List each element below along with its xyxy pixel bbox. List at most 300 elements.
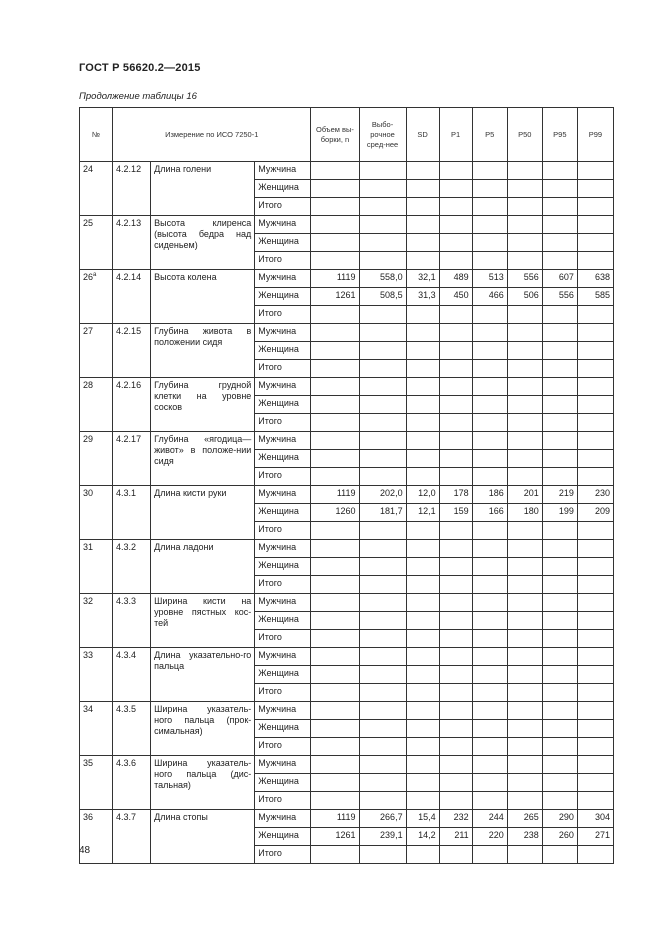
value-cell: 201: [507, 486, 542, 504]
value-cell: [507, 396, 542, 414]
sex-label-female: Женщина: [255, 180, 311, 198]
value-cell: [472, 630, 507, 648]
value-cell: 1261: [311, 288, 359, 306]
value-cell: [472, 324, 507, 342]
value-cell: [542, 414, 577, 432]
value-cell: [359, 360, 406, 378]
value-cell: [472, 738, 507, 756]
sex-label-female: Женщина: [255, 288, 311, 306]
row-number-text: 27: [83, 326, 94, 336]
value-cell: [542, 846, 577, 864]
value-cell: [577, 180, 613, 198]
value-cell: [359, 162, 406, 180]
value-cell: [359, 396, 406, 414]
value-cell: [439, 396, 472, 414]
value-cell: [542, 522, 577, 540]
table-row: [80, 270, 614, 288]
value-cell: [311, 630, 359, 648]
value-cell: [406, 360, 439, 378]
row-number-text: 28: [83, 380, 94, 390]
value-cell: [577, 360, 613, 378]
value-cell: [472, 684, 507, 702]
value-cell: [472, 342, 507, 360]
value-cell: 304: [577, 810, 613, 828]
table-row: [80, 162, 614, 180]
iso-code: 4.2.17: [113, 432, 151, 486]
value-cell: [359, 198, 406, 216]
value-cell: 513: [472, 270, 507, 288]
value-cell: 15,4: [406, 810, 439, 828]
value-cell: [577, 792, 613, 810]
row-number-text: 34: [83, 704, 94, 714]
value-cell: [439, 702, 472, 720]
value-cell: [507, 306, 542, 324]
table-body: [80, 162, 614, 864]
value-cell: [406, 468, 439, 486]
sex-label-male: Мужчина: [255, 378, 311, 396]
sex-label-total: Итого: [255, 522, 311, 540]
sex-label-male: Мужчина: [255, 216, 311, 234]
sex-label-total: Итого: [255, 630, 311, 648]
table-row: [80, 486, 614, 504]
value-cell: 271: [577, 828, 613, 846]
value-cell: [472, 396, 507, 414]
measurement-name: Ширина указатель-ного пальца (дис-тальная): [151, 756, 255, 810]
table-row: [80, 810, 614, 828]
sex-label-male: Мужчина: [255, 324, 311, 342]
value-cell: [311, 576, 359, 594]
sex-label-total: Итого: [255, 738, 311, 756]
col-header-measure: Измерение по ИСО 7250-1: [113, 108, 311, 162]
value-cell: [311, 846, 359, 864]
sex-label-total: Итого: [255, 198, 311, 216]
iso-code: 4.2.12: [113, 162, 151, 216]
value-cell: [311, 594, 359, 612]
value-cell: [472, 594, 507, 612]
value-cell: [311, 180, 359, 198]
value-cell: 202,0: [359, 486, 406, 504]
value-cell: [577, 414, 613, 432]
value-cell: [359, 252, 406, 270]
value-cell: [311, 360, 359, 378]
value-cell: [439, 720, 472, 738]
value-cell: [311, 612, 359, 630]
value-cell: [507, 702, 542, 720]
value-cell: [359, 306, 406, 324]
value-cell: [439, 450, 472, 468]
sex-label-total: Итого: [255, 684, 311, 702]
value-cell: 556: [507, 270, 542, 288]
value-cell: 260: [542, 828, 577, 846]
col-header-p95: P95: [542, 108, 577, 162]
row-number: [80, 162, 113, 216]
value-cell: [472, 612, 507, 630]
value-cell: [406, 198, 439, 216]
value-cell: [507, 774, 542, 792]
value-cell: [472, 792, 507, 810]
value-cell: [359, 180, 406, 198]
value-cell: [359, 792, 406, 810]
value-cell: [577, 378, 613, 396]
value-cell: [472, 234, 507, 252]
value-cell: [406, 378, 439, 396]
value-cell: [311, 378, 359, 396]
value-cell: [406, 234, 439, 252]
value-cell: [472, 702, 507, 720]
value-cell: [542, 666, 577, 684]
value-cell: [359, 576, 406, 594]
value-cell: [311, 468, 359, 486]
value-cell: [577, 774, 613, 792]
value-cell: 219: [542, 486, 577, 504]
row-number: [80, 324, 113, 378]
value-cell: [311, 720, 359, 738]
value-cell: 558,0: [359, 270, 406, 288]
value-cell: [439, 414, 472, 432]
value-cell: 12,1: [406, 504, 439, 522]
sex-label-female: Женщина: [255, 828, 311, 846]
value-cell: 166: [472, 504, 507, 522]
value-cell: [577, 216, 613, 234]
value-cell: [577, 162, 613, 180]
value-cell: 186: [472, 486, 507, 504]
value-cell: 506: [507, 288, 542, 306]
value-cell: [359, 738, 406, 756]
value-cell: [472, 378, 507, 396]
value-cell: [577, 648, 613, 666]
value-cell: [406, 648, 439, 666]
value-cell: [311, 792, 359, 810]
sex-label-female: Женщина: [255, 612, 311, 630]
value-cell: [406, 324, 439, 342]
value-cell: [359, 414, 406, 432]
value-cell: [507, 666, 542, 684]
col-header-n: Объем вы-борки, n: [311, 108, 359, 162]
iso-code: 4.3.7: [113, 810, 151, 864]
value-cell: [359, 630, 406, 648]
iso-code: 4.3.5: [113, 702, 151, 756]
value-cell: [439, 378, 472, 396]
value-cell: [507, 198, 542, 216]
value-cell: [406, 666, 439, 684]
iso-code: 4.2.13: [113, 216, 151, 270]
sex-label-total: Итого: [255, 846, 311, 864]
sex-label-male: Мужчина: [255, 702, 311, 720]
value-cell: [472, 540, 507, 558]
iso-code: 4.2.16: [113, 378, 151, 432]
value-cell: [542, 792, 577, 810]
row-number-text: 33: [83, 650, 94, 660]
value-cell: [507, 648, 542, 666]
value-cell: [542, 774, 577, 792]
value-cell: [577, 306, 613, 324]
value-cell: 450: [439, 288, 472, 306]
value-cell: 266,7: [359, 810, 406, 828]
value-cell: [577, 396, 613, 414]
value-cell: [359, 612, 406, 630]
value-cell: 14,2: [406, 828, 439, 846]
measurement-name: Высота клиренса (высота бедра над сиденьем): [151, 216, 255, 270]
table-row: [80, 378, 614, 396]
value-cell: [577, 468, 613, 486]
value-cell: 239,1: [359, 828, 406, 846]
col-header-no: №: [80, 108, 113, 162]
value-cell: [311, 234, 359, 252]
row-number: [80, 432, 113, 486]
value-cell: [406, 576, 439, 594]
value-cell: [507, 684, 542, 702]
value-cell: [472, 774, 507, 792]
value-cell: [406, 432, 439, 450]
value-cell: [507, 630, 542, 648]
value-cell: [439, 666, 472, 684]
table-header-row: [80, 108, 614, 162]
value-cell: [406, 306, 439, 324]
row-number: [80, 486, 113, 540]
value-cell: [542, 198, 577, 216]
value-cell: [439, 468, 472, 486]
value-cell: [311, 522, 359, 540]
value-cell: [439, 756, 472, 774]
value-cell: [359, 522, 406, 540]
value-cell: [542, 720, 577, 738]
value-cell: [439, 342, 472, 360]
value-cell: [311, 396, 359, 414]
table-row: [80, 432, 614, 450]
value-cell: [542, 234, 577, 252]
value-cell: [439, 576, 472, 594]
value-cell: [507, 612, 542, 630]
col-header-mean: Выбо-рочное сред-нее: [359, 108, 406, 162]
value-cell: [577, 342, 613, 360]
sex-label-female: Женщина: [255, 774, 311, 792]
value-cell: [577, 756, 613, 774]
value-cell: [507, 234, 542, 252]
value-cell: [439, 684, 472, 702]
sex-label-total: Итого: [255, 306, 311, 324]
measurement-name: Длина стопы: [151, 810, 255, 864]
value-cell: [507, 720, 542, 738]
col-header-p1: P1: [439, 108, 472, 162]
measurement-name: Ширина указатель-ного пальца (прок-симальная): [151, 702, 255, 756]
sex-label-male: Мужчина: [255, 432, 311, 450]
value-cell: 12,0: [406, 486, 439, 504]
value-cell: [439, 180, 472, 198]
value-cell: [542, 450, 577, 468]
value-cell: [577, 684, 613, 702]
value-cell: [439, 216, 472, 234]
value-cell: [406, 792, 439, 810]
iso-code: 4.3.6: [113, 756, 151, 810]
sex-label-female: Женщина: [255, 450, 311, 468]
value-cell: [542, 252, 577, 270]
value-cell: [359, 648, 406, 666]
value-cell: 1119: [311, 486, 359, 504]
document-title: ГОСТ Р 56620.2—2015: [79, 62, 201, 74]
sex-label-male: Мужчина: [255, 648, 311, 666]
value-cell: [311, 738, 359, 756]
value-cell: [359, 774, 406, 792]
value-cell: [542, 612, 577, 630]
value-cell: [507, 414, 542, 432]
row-number: [80, 270, 113, 324]
sex-label-male: Мужчина: [255, 162, 311, 180]
value-cell: [439, 612, 472, 630]
table-row: [80, 756, 614, 774]
value-cell: 180: [507, 504, 542, 522]
value-cell: [311, 540, 359, 558]
sex-label-female: Женщина: [255, 504, 311, 522]
sex-label-female: Женщина: [255, 558, 311, 576]
value-cell: [311, 198, 359, 216]
value-cell: [507, 522, 542, 540]
value-cell: [359, 666, 406, 684]
value-cell: [406, 216, 439, 234]
value-cell: [472, 198, 507, 216]
value-cell: [311, 216, 359, 234]
sex-label-male: Мужчина: [255, 810, 311, 828]
value-cell: [359, 342, 406, 360]
row-number-text: 30: [83, 488, 94, 498]
row-number-text: 31: [83, 542, 94, 552]
value-cell: [507, 432, 542, 450]
value-cell: [542, 540, 577, 558]
value-cell: [507, 540, 542, 558]
row-number: [80, 378, 113, 432]
value-cell: [439, 540, 472, 558]
value-cell: [311, 450, 359, 468]
sex-label-female: Женщина: [255, 234, 311, 252]
value-cell: [542, 594, 577, 612]
value-cell: [439, 846, 472, 864]
value-cell: [577, 720, 613, 738]
value-cell: [577, 522, 613, 540]
value-cell: [577, 612, 613, 630]
value-cell: [439, 432, 472, 450]
row-number-text: 35: [83, 758, 94, 768]
value-cell: [542, 360, 577, 378]
value-cell: 466: [472, 288, 507, 306]
sex-label-female: Женщина: [255, 666, 311, 684]
value-cell: [472, 648, 507, 666]
value-cell: 209: [577, 504, 613, 522]
iso-code: 4.2.14: [113, 270, 151, 324]
value-cell: [542, 468, 577, 486]
row-number-text: 24: [83, 164, 94, 174]
value-cell: [359, 702, 406, 720]
value-cell: [311, 342, 359, 360]
value-cell: [406, 702, 439, 720]
value-cell: [406, 180, 439, 198]
col-header-p50: P50: [507, 108, 542, 162]
measurement-name: Глубина грудной клетки на уровне сосков: [151, 378, 255, 432]
iso-code: 4.2.15: [113, 324, 151, 378]
value-cell: [406, 594, 439, 612]
value-cell: [472, 216, 507, 234]
table-row: [80, 540, 614, 558]
sex-label-total: Итого: [255, 252, 311, 270]
col-header-sd: SD: [406, 108, 439, 162]
row-number-text: 26: [83, 272, 94, 282]
value-cell: [311, 666, 359, 684]
value-cell: [542, 306, 577, 324]
value-cell: [577, 252, 613, 270]
value-cell: [311, 414, 359, 432]
value-cell: [439, 630, 472, 648]
row-number: [80, 648, 113, 702]
measurements-table: [79, 107, 614, 864]
value-cell: [439, 792, 472, 810]
value-cell: 178: [439, 486, 472, 504]
value-cell: [406, 684, 439, 702]
value-cell: [406, 522, 439, 540]
value-cell: [406, 720, 439, 738]
value-cell: [359, 234, 406, 252]
value-cell: [359, 756, 406, 774]
sex-label-total: Итого: [255, 468, 311, 486]
footnote-marker: а: [93, 272, 97, 278]
value-cell: [439, 252, 472, 270]
value-cell: [577, 666, 613, 684]
value-cell: [542, 630, 577, 648]
value-cell: 1119: [311, 270, 359, 288]
table-row: [80, 702, 614, 720]
value-cell: [542, 324, 577, 342]
table-row: [80, 324, 614, 342]
value-cell: [406, 414, 439, 432]
value-cell: [359, 540, 406, 558]
value-cell: [542, 702, 577, 720]
value-cell: 638: [577, 270, 613, 288]
value-cell: [577, 576, 613, 594]
value-cell: [577, 702, 613, 720]
value-cell: [359, 846, 406, 864]
value-cell: [472, 432, 507, 450]
table-caption: Продолжение таблицы 16: [79, 91, 197, 102]
value-cell: [507, 360, 542, 378]
value-cell: [359, 468, 406, 486]
value-cell: [311, 702, 359, 720]
value-cell: [507, 558, 542, 576]
value-cell: [406, 450, 439, 468]
value-cell: [311, 684, 359, 702]
measurement-name: Длина голени: [151, 162, 255, 216]
value-cell: [577, 594, 613, 612]
value-cell: [542, 342, 577, 360]
sex-label-total: Итого: [255, 792, 311, 810]
value-cell: [472, 720, 507, 738]
value-cell: [311, 558, 359, 576]
value-cell: [311, 324, 359, 342]
value-cell: [311, 648, 359, 666]
measurement-name: Длина указательно-го пальца: [151, 648, 255, 702]
value-cell: [359, 594, 406, 612]
value-cell: [406, 630, 439, 648]
value-cell: 230: [577, 486, 613, 504]
value-cell: [472, 252, 507, 270]
sex-label-female: Женщина: [255, 342, 311, 360]
value-cell: 556: [542, 288, 577, 306]
value-cell: [577, 540, 613, 558]
value-cell: [439, 306, 472, 324]
col-header-p99: P99: [577, 108, 613, 162]
page-number: 48: [79, 845, 91, 856]
row-number-text: 32: [83, 596, 94, 606]
value-cell: [439, 774, 472, 792]
value-cell: [472, 468, 507, 486]
value-cell: [507, 162, 542, 180]
value-cell: [406, 162, 439, 180]
